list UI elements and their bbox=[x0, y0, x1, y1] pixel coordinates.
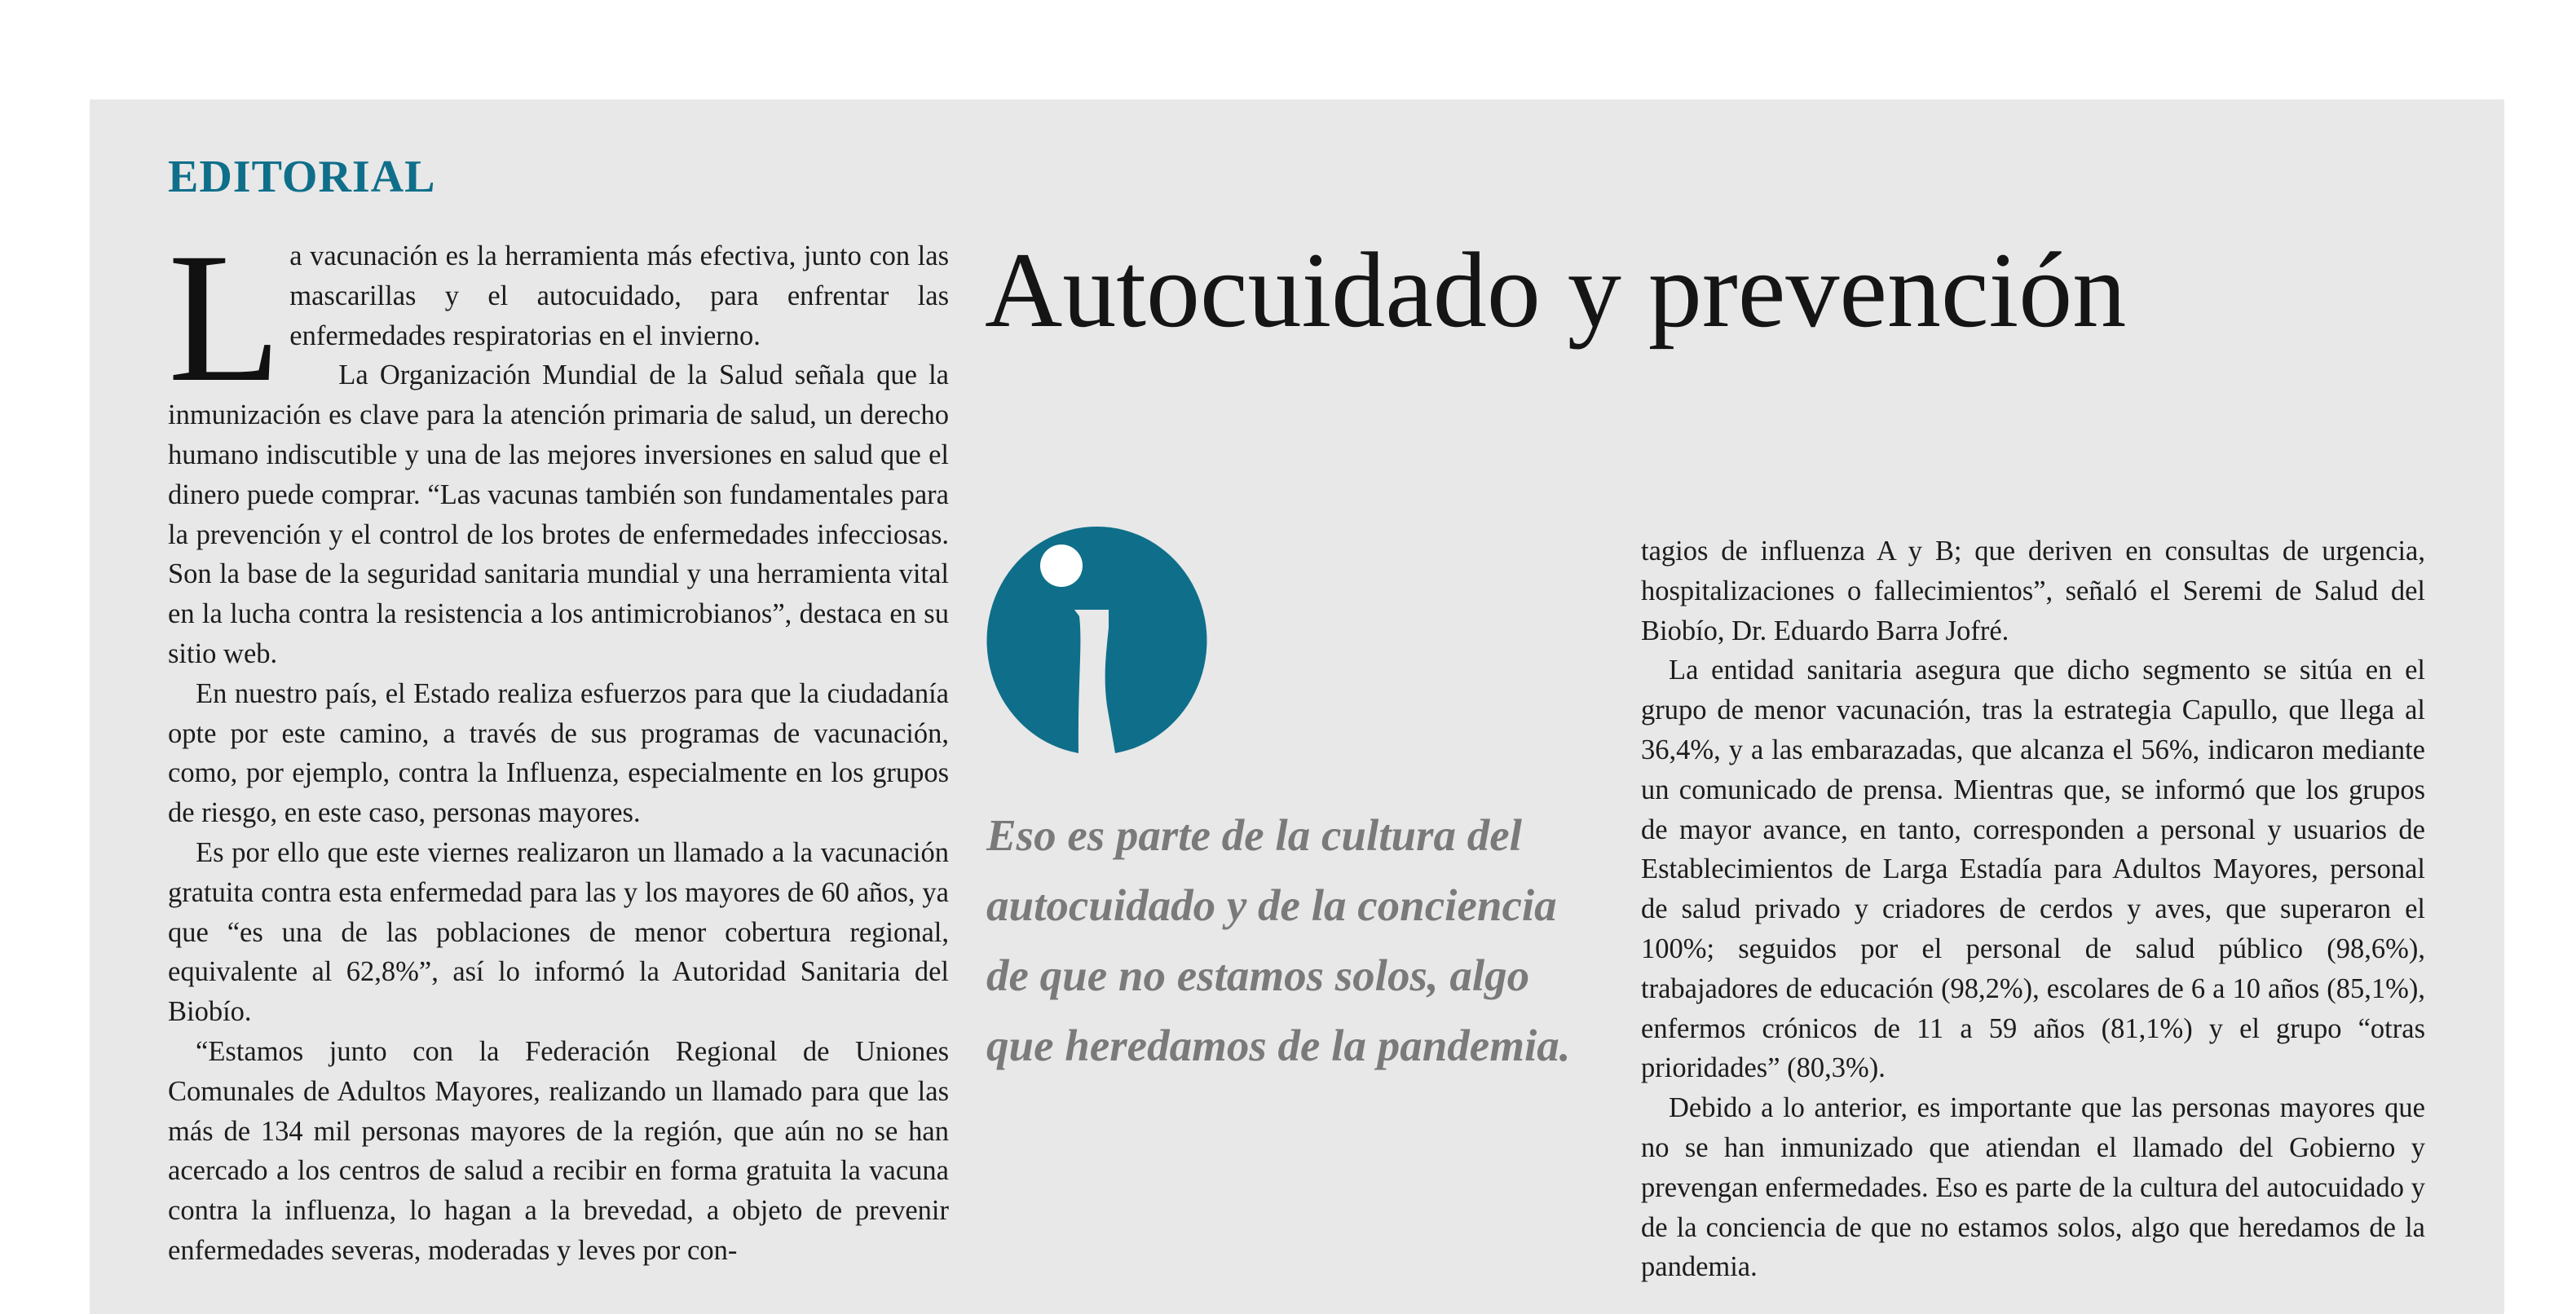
paragraph: Es por ello que este viernes realizaron un llamado a la vacunación gratuita contra esta enfermedad para las y los mayores de 60 años, ya que “es una de las poblaciones de menor cobertura regional, equivalente al 62,8%”, así lo informó la Autoridad Sanitaria del Biobío. bbox=[168, 836, 949, 1028]
info-icon-circle bbox=[987, 527, 1207, 753]
info-icon bbox=[986, 522, 1208, 755]
body-column-left bbox=[168, 215, 949, 1271]
body-column-right bbox=[1641, 531, 2425, 1287]
pull-quote: Eso es parte de la cultura del autocuidado y de la conciencia de que no estamos solos, algo que heredamos de la pandemia. bbox=[986, 810, 1571, 1070]
paragraph: Debido a lo anterior, es importante que las personas mayores que no se han inmunizado que atiendan el llamado del Gobierno y prevengan enfermedades. Eso es parte de la cultura del autocuidado y de la conciencia de que no estamos solos, algo que heredamos de la pandemia. bbox=[1641, 1092, 2425, 1283]
paragraph: a vacunación es la herramienta más efectiva, junto con las mascarillas y el autocuidado, para enfrentar las enfermedades respiratorias en el invierno. bbox=[289, 240, 949, 351]
paragraph: “Estamos junto con la Federación Regional de Uniones Comunales de Adultos Mayores, realizando un llamado para que las más de 134 mil personas mayores de la región, que aún no se han acercado a los centros de salud a recibir en forma gratuita la vacuna contra la influenza, lo hagan a la brevedad, a objeto de prevenir enfermedades severas, moderadas y leves por con- bbox=[168, 1035, 949, 1266]
paragraph: tagios de influenza A y B; que deriven en consultas de urgencia, hospitalizaciones o fallecimientos”, señaló el Seremi de Salud del Biobío, Dr. Eduardo Barra Jofré. bbox=[1641, 536, 2425, 646]
paragraph: En nuestro país, el Estado realiza esfuerzos para que la ciudadanía opte por este camino, a través de sus programas de vacunación, como, por ejemplo, contra la Influenza, especialmente en los grupos de riesgo, en este caso, personas mayores. bbox=[168, 677, 949, 829]
drop-cap: L bbox=[168, 215, 282, 421]
paragraph: La entidad sanitaria asegura que dicho segmento se sitúa en el grupo de menor vacunación, tras la estrategia Capullo, que llega al 36,4%, y a las embarazadas, que alcanza el 56%, indicaron mediante un comunicado de prensa. Mientras que, se informó que los grupos de mayor avance, en tanto, corresponden a personal y usuarios de Establecimientos de Larga Estadía para Adultos Mayores, personal de salud privado y criadores de cerdos y aves, que superaron el 100%; seguidos por el personal de salud público (98,6%), trabajadores de educación (98,2%), escolares de 6 a 10 años (85,1%), enfermos crónicos de 11 a 59 años (81,1%) y el grupo “otras prioridades” (80,3%). bbox=[1641, 655, 2425, 1084]
info-icon-dot bbox=[1040, 545, 1083, 587]
paragraph: La Organización Mundial de la Salud señala que la inmunización es clave para la atención primaria de salud, un derecho humano indiscutible y una de las mejores inversiones en salud que el dinero puede comprar. “Las vacunas también son fundamentales para la prevención y el control de los brotes de enfermedades infecciosas. Son la base de la seguridad sanitaria mundial y una herramienta vital en la lucha contra la resistencia a los antimicrobianos”, destaca en su sitio web. bbox=[168, 359, 949, 669]
section-label: EDITORIAL bbox=[168, 152, 436, 202]
headline: Autocuidado y prevención bbox=[985, 230, 2127, 350]
